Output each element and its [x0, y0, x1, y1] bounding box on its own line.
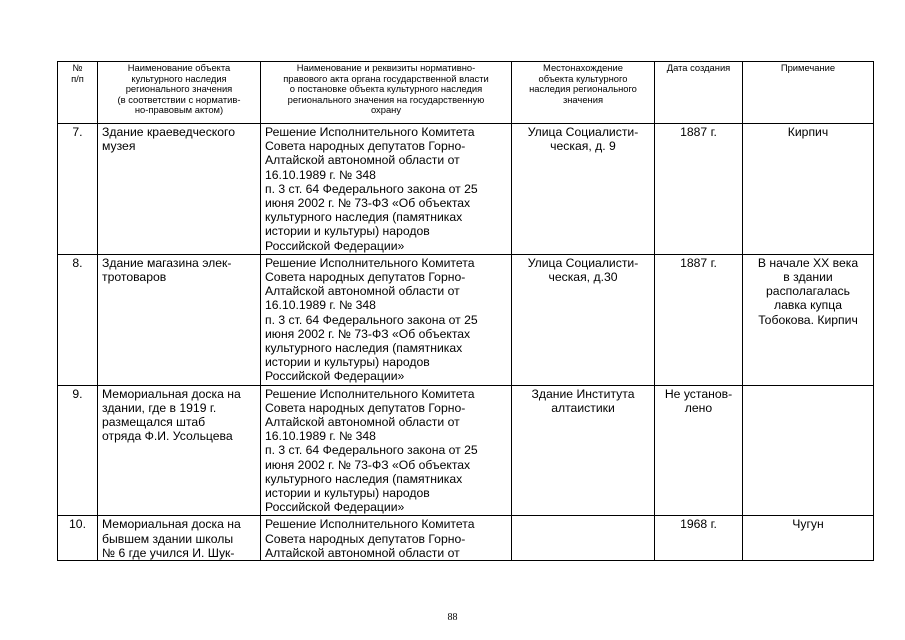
object-location: [512, 516, 655, 561]
legal-act: Решение Исполнительного Комитета Совета народных депутатов Горно- Алтайской автономной области от 16.10.1989 г. № 348 п. 3 ст. 64 Федерального закона от 25 июня 2002 г. № 73-ФЗ «Об объектах культурного наследия (памятниках истории и культуры) народов Российской Федерации»: [261, 385, 512, 516]
page-number: 88: [447, 612, 458, 623]
legal-act: Решение Исполнительного Комитета Совета народных депутатов Горно- Алтайской автономной области от: [261, 516, 512, 561]
row-number: 7.: [58, 124, 98, 255]
object-name: Мемориальная доска на бывшем здании школы № 6 где учился И. Шук-: [98, 516, 261, 561]
object-location: Улица Социалисти- ческая, д. 9: [512, 124, 655, 255]
object-note: В начале XX века в здании располагалась лавка купца Тобокова. Кирпич: [743, 254, 874, 385]
header-object-name: Наименование объекта культурного наследия регионального значения (в соответствии с норматив- но-правовым актом): [98, 62, 261, 124]
header-number: № п/п: [58, 62, 98, 124]
header-note: Примечание: [743, 62, 874, 124]
row-number: 10.: [58, 516, 98, 561]
table-row: [58, 124, 874, 255]
table-row: [58, 516, 874, 561]
object-note: Чугун: [743, 516, 874, 561]
row-number: 9.: [58, 385, 98, 516]
creation-date: Не установ- лено: [655, 385, 743, 516]
table-header-row: [58, 62, 874, 124]
object-location: Улица Социалисти- ческая, д.30: [512, 254, 655, 385]
object-name: Здание магазина элек- тротоваров: [98, 254, 261, 385]
creation-date: 1968 г.: [655, 516, 743, 561]
object-name: Мемориальная доска на здании, где в 1919 г. размещался штаб отряда Ф.И. Усольцева: [98, 385, 261, 516]
object-note: [743, 385, 874, 516]
creation-date: 1887 г.: [655, 124, 743, 255]
object-note: Кирпич: [743, 124, 874, 255]
header-legal-act: Наименование и реквизиты нормативно- правового акта органа государственной власти о постановке объекта культурного наследия регионального значения на государственную охрану: [261, 62, 512, 124]
header-location: Местонахождение объекта культурного наследия регионального значения: [512, 62, 655, 124]
object-name: Здание краеведческого музея: [98, 124, 261, 255]
row-number: 8.: [58, 254, 98, 385]
header-creation-date: Дата создания: [655, 62, 743, 124]
legal-act: Решение Исполнительного Комитета Совета народных депутатов Горно- Алтайской автономной области от 16.10.1989 г. № 348 п. 3 ст. 64 Федерального закона от 25 июня 2002 г. № 73-ФЗ «Об объектах культурного наследия (памятниках истории и культуры) народов Российской Федерации»: [261, 254, 512, 385]
legal-act: Решение Исполнительного Комитета Совета народных депутатов Горно- Алтайской автономной области от 16.10.1989 г. № 348 п. 3 ст. 64 Федерального закона от 25 июня 2002 г. № 73-ФЗ «Об объектах культурного наследия (памятниках истории и культуры) народов Российской Федерации»: [261, 124, 512, 255]
object-location: Здание Института алтаистики: [512, 385, 655, 516]
creation-date: 1887 г.: [655, 254, 743, 385]
table-row: [58, 254, 874, 385]
cultural-heritage-table: [57, 61, 874, 561]
table-row: [58, 385, 874, 516]
